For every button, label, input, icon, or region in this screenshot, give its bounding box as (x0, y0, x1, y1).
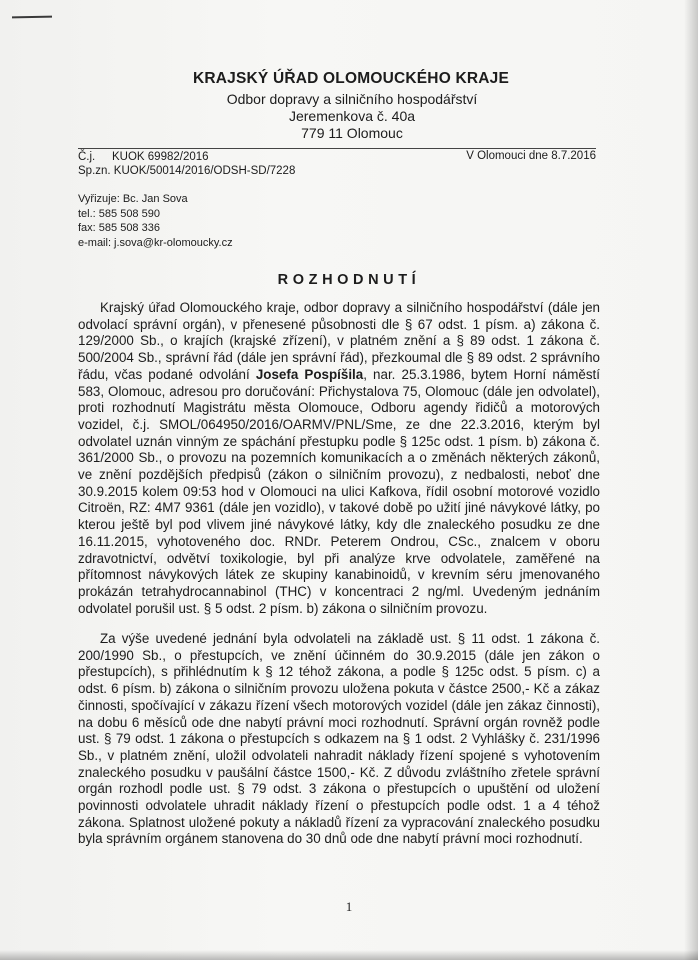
decision-heading: ROZHODNUTÍ (277, 272, 421, 288)
letterhead (0, 70, 698, 142)
contact-block (78, 192, 233, 250)
scan-bottom-edge (0, 950, 698, 960)
case-number-value: KUOK 69982/2016 (112, 151, 209, 163)
street-address: Jeremenkova č. 40a (288, 108, 416, 124)
issue-date: V Olomouci dne 8.7.2016 (466, 150, 596, 162)
fax-number: fax: 585 508 336 (78, 222, 160, 234)
page-number: 1 (345, 899, 353, 914)
paragraph-penalty (78, 631, 600, 848)
appellant-name: Josefa Pospíšila (255, 366, 364, 382)
phone-number: tel.: 585 508 590 (78, 207, 160, 220)
paragraph-appeal-part2: , nar. 25.3.1986, bytem Horní náměstí 583, Olomouc, adresou pro doručování: Přichystalova 75, Olomouc (dále jen odvolatel), proti rozhodnutí Magistrátu města Olomouce, Odboru agendy řidičů a motorových vozidel, č.j. SMOL/064950/2016/OARMV/PNL/Sme, ze dne 22.3.2016, kterým byl odvolatel uznán vinným ze spáchání přestupku podle § 125c odst. 1 písm. b) zákona č. 361/2000 Sb., o provozu na pozemních komunikacích a o změnách některých zákonů, ve znění pozdějších předpisů (zákon o silničním provozu), z nedbalosti, neboť dne 30.9.2015 kolem 09:53 hod v Olomouci na ulici Kafkova, řídil osobní motorové vozidlo Citroën, RZ: 4M7 9361 (dále jen vozidlo), v takové době po užití jiné návykové látky, po kterou ještě byl pod vlivem jiné návykové látky, kdy dle znaleckého posudku ze dne 16.11.2015, vyhotoveného doc. RNDr. Peterem Ondrou, CSc., znalcem v oboru zdravotnictví, odvětví toxikologie, byl při analýze krve odvolatele, zaměřené na přítomnost návykových látek ze skupiny kanabinoidů, v krevním séru jmenovaného prokázán tetrahydrocannabinol (THC) v koncentraci 2 ng/ml. Uvedeným jednáním odvolatel porušil ust. § 5 odst. 2 písm. b) zákona o silničním provozu. (78, 366, 600, 616)
handler-name: Vyřizuje: Bc. Jan Sova (78, 193, 188, 205)
paragraph-appeal-part1: Krajský úřad Olomouckého kraje, odbor dopravy a silničního hospodářství (dále jen odvolací správní orgán), v přenesené působnosti dle § 67 odst. 1 písm. a) zákona č. 129/2000 Sb., o krajích (krajské zřízení), v platném znění a § 89 odst. 1 zákona č. 500/2004 Sb., správní řád (dále jen správní řád), přezkoumal dle § 89 odst. 2 správního řádu, včas podané odvolání (78, 300, 600, 382)
pen-mark (12, 16, 52, 19)
reference-block (78, 148, 596, 178)
paragraph-penalty-text: Za výše uvedené jednání byla odvolateli na základě ust. § 11 odst. 1 zákona č. 200/1990 Sb., o přestupcích, ve znění účinném do 30.9.2015 (dále jen zákon o přestupcích), s přihlédnutím k § 12 téhož zákona, a podle § 125c odst. 5 písm. c) a odst. 6 písm. b) zákona o silničním provozu uložena pokuta v částce 2500,- Kč a zákaz činnosti, spočívající v zákazu řízení všech motorových vozidel (dále jen zákaz činnosti), na dobu 6 měsíců ode dne nabytí právní moci rozhodnutí. Správní orgán rovněž podle ust. § 79 odst. 1 zákona o přestupcích s odkazem na § 1 odst. 2 Vyhlášky č. 231/1996 Sb., v platném znění, uložil odvolateli nahradit náklady řízení spojené s vyhotovením znaleckého posudku v paušální částce 1500,- Kč. Z důvodu zvláštního zřetele správní orgán rozhodl podle ust. § 79 odst. 3 zákona o přestupcích o upuštění od uložení povinnosti odvolatele uhradit náklady řízení o přestupcích podle odst. 1 a 4 téhož zákona. Splatnost uložené pokuty a nákladů řízení za vypracování znaleckého posudku byla správním orgánem stanovena do 30 dnů ode dne nabytí právní moci rozhodnutí. (78, 631, 600, 847)
case-number-label: Č.j. (78, 151, 96, 163)
department-name: Odbor dopravy a silničního hospodářství (226, 91, 478, 107)
org-title: KRAJSKÝ ÚŘAD OLOMOUCKÉHO KRAJE (192, 70, 510, 87)
scan-shadow (684, 0, 698, 960)
email-address: e-mail: j.sova@kr-olomoucky.cz (78, 236, 233, 249)
paragraph-appeal (78, 300, 600, 617)
city-address: 779 11 Olomouc (301, 125, 403, 141)
file-mark: Sp.zn. KUOK/50014/2016/ODSH-SD/7228 (78, 165, 296, 177)
paragraph-appeal-text (78, 300, 600, 617)
